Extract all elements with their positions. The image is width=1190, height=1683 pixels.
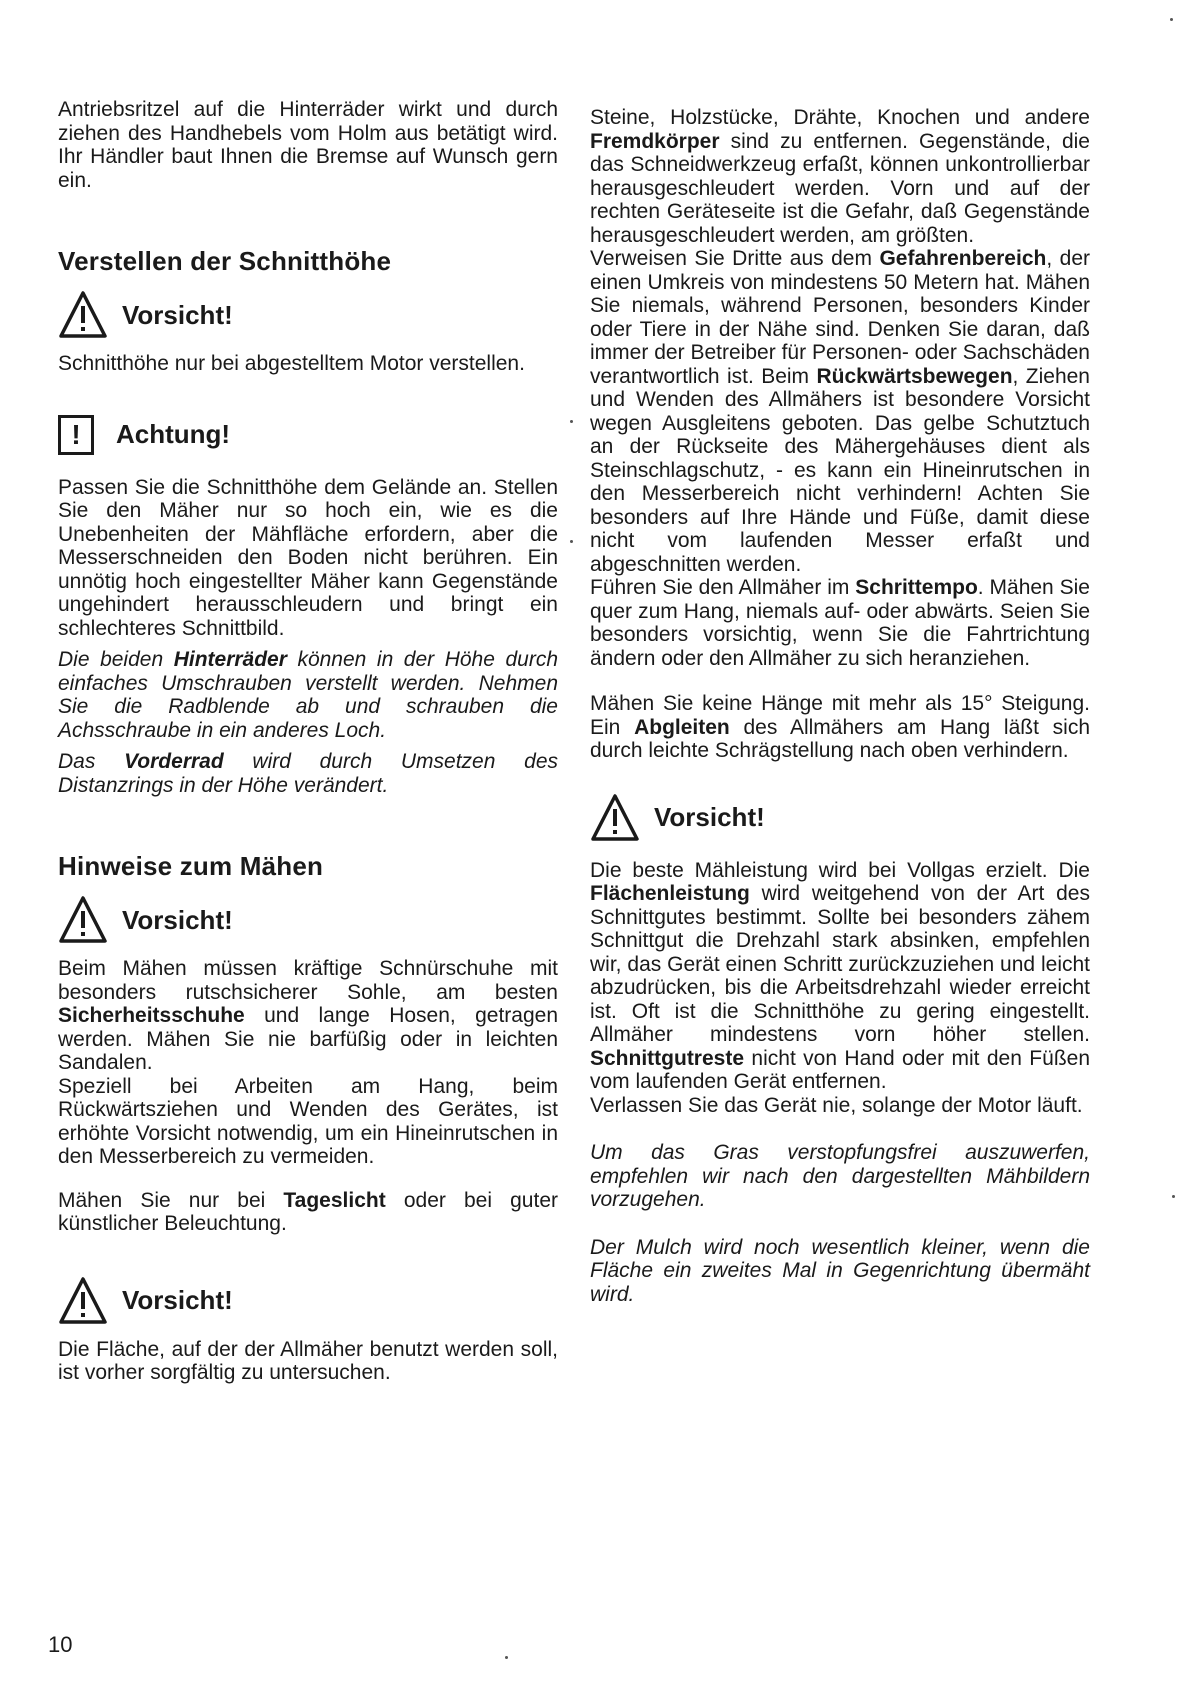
paragraph: Verweisen Sie Dritte aus dem Gefahrenbereich, der einen Umkreis von mindestens 50 Metern hat. Mähen Sie niemals, während Personen, besonders Kinder oder Tiere in der Nähe sind. Denken Sie daran, daß immer der Betreiber für Personen- oder Sachschäden verantwortlich ist. Beim Rückwärtsbewegen, Ziehen und Wenden des Allmähers ist besondere Vorsicht wegen Ausgleitens geboten. Das gelbe Schutztuch an der Rückseite des Mähergehäuses dient als Steinschlagschutz, - es kann ein Hineinrutschen in den Messerbereich nicht verhindern! Achten Sie besonders auf Ihre Hände und Füße, damit diese nicht vom laufenden Messer erfaßt und abgeschnitten werden. [590,247,1090,576]
paragraph: Verlassen Sie das Gerät nie, solange der Motor läuft. [590,1093,1083,1117]
warning-vorsicht-2 [58,891,558,949]
page-number: 10 [48,1632,73,1657]
attention-label: Achtung! [116,419,231,449]
heading-schnitthoehe: Verstellen der Schnitthöhe [58,246,392,276]
warning-vorsicht-4 [590,789,1090,847]
warning-triangle-icon [590,793,640,843]
warning-triangle-icon [58,1276,108,1326]
warning-label: Vorsicht! [122,299,233,330]
warning-triangle-icon [58,290,108,340]
paragraph: Passen Sie die Schnitthöhe dem Gelände an. Stellen Sie den Mäher nur so hoch ein, wie es die Unebenheiten der Mähfläche erfordern, aber die Messerschneiden den Boden nicht berühren. Ein unnötig hoch eingestellter Mäher kann Gegenstände ungehindert herausschleudern und bringt ein schlechteres Schnittbild. [58,475,558,640]
paragraph: Beim Mähen müssen kräftige Schnürschuhe mit besonders rutschsicherer Sohle, am besten Sicherheitsschuhe und lange Hosen, getragen werden. Mähen Sie nie barfüßig oder in leichten Sandalen. [58,957,558,1074]
warning-label: Vorsicht! [122,1285,233,1315]
paragraph-italic: Die beiden Hinterräder können in der Höhe durch einfaches Umschrauben verstellt werden. Nehmen Sie die Radblende ab und schrauben die Achsschraube in ein anderes Loch. [58,648,558,742]
heading-hinweise-maehen: Hinweise zum Mähen [58,851,324,881]
scan-speck [570,420,573,423]
left-column [58,98,558,1385]
paragraph: Schnitthöhe nur bei abgestelltem Motor verstellen. [58,352,525,375]
paragraph: Steine, Holzstücke, Drähte, Knochen und andere Fremdkörper sind zu entfernen. Gegenstände, die das Schneidwerkzeug erfaßt, können unkontrollierbar herausgeschleudert werden. Vorn und auf der rechten Geräteseite ist die Gefahr, daß Gegenstände herausgeschleudert werden, am größten. [590,106,1090,247]
exclamation-box-icon: ! [58,415,94,455]
warning-vorsicht-3 [58,1272,558,1330]
warning-triangle-icon [58,895,108,945]
warning-label: Vorsicht! [122,904,233,935]
paragraph: Speziell bei Arbeiten am Hang, beim Rückwärtsziehen und Wenden des Gerätes, ist erhöhte Vorsicht notwendig, um ein Hineinrutschen in den Messerbereich zu vermeiden. [58,1074,558,1168]
scan-speck [1172,1195,1175,1198]
paragraph-italic: Das Vorderrad wird durch Umsetzen des Distanzrings in der Höhe verändert. [58,750,558,797]
scan-speck [505,1656,508,1659]
paragraph-italic: Um das Gras verstopfungsfrei auszuwerfen, empfehlen wir nach den dargestellten Mähbildern vorzugehen. [590,1141,1090,1211]
warning-label: Vorsicht! [654,802,765,832]
scan-speck [1170,18,1173,21]
paragraph: Die Fläche, auf der der Allmäher benutzt werden soll, ist vorher sorgfältig zu untersuchen. [58,1337,558,1384]
warning-vorsicht-1 [58,286,558,344]
paragraph: Die beste Mähleistung wird bei Vollgas erzielt. Die Flächenleistung wird weitgehend von der Art des Schnittgutes bestimmt. Sollte bei besonders zähem Schnittgut die Drehzahl stark absinken, empfehlen wir, das Gerät einen Schritt zurückzuziehen und leicht abzudrücken, bis die Arbeitsdrehzahl wieder erreicht ist. Oft ist die Schnitthöhe zu gering eingestellt. Allmäher mindestens vorn höher stellen. Schnittgutreste nicht von Hand oder mit den Füßen vom laufenden Gerät entfernen. [590,858,1090,1093]
scan-speck [570,540,573,543]
paragraph-italic: Der Mulch wird noch wesentlich kleiner, wenn die Fläche ein zweites Mal in Gegenrichtung übermäht wird. [590,1235,1090,1306]
paragraph: Mähen Sie nur bei Tageslicht oder bei guter künstlicher Beleuchtung. [58,1188,558,1235]
right-column [590,106,1090,1306]
attention-achtung [58,406,558,464]
paragraph: Führen Sie den Allmäher im Schrittempo. Mähen Sie quer zum Hang, niemals auf- oder abwärts. Seien Sie besonders vorsichtig, wenn Sie die Fahrtrichtung ändern oder den Allmäher zu sich heranziehen. [590,576,1090,670]
intro-paragraph: Antriebsritzel auf die Hinterräder wirkt und durch ziehen des Handhebels vom Holm aus betätigt wird. Ihr Händler baut Ihnen die Bremse auf Wunsch gern ein. [58,98,558,192]
paragraph: Mähen Sie keine Hänge mit mehr als 15° Steigung. Ein Abgleiten des Allmähers am Hang läßt sich durch leichte Schrägstellung nach oben verhindern. [590,692,1090,762]
